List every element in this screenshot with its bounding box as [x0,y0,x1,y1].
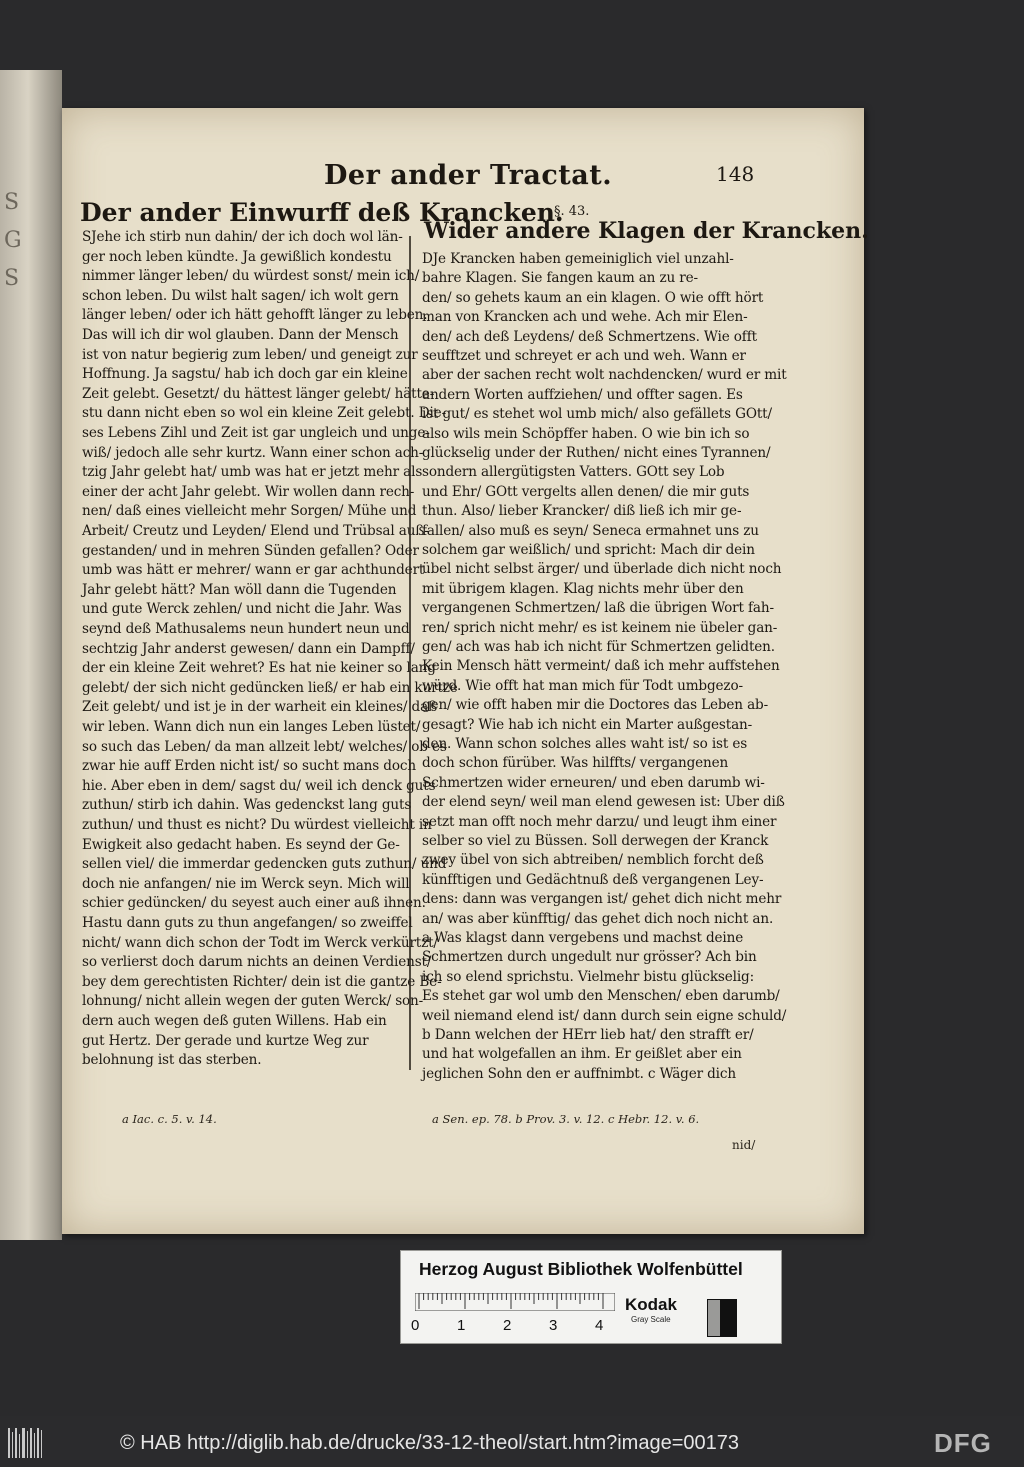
text-line: Das will ich dir wol glauben. Dann der Mensch [82,327,399,343]
text-line: zwey übel von sich abtreiben/ nemblich forcht deß [422,852,764,869]
text-line: und gute Werck zehlen/ und nicht die Jahr. Was [82,601,402,618]
page-number: 148 [716,162,755,186]
column-divider [409,236,411,1070]
scale-number: 4 [595,1317,604,1334]
text-line: Schmertzen durch ungedult nur grösser? Ach bin [422,949,757,966]
copyright-link[interactable]: © HAB http://diglib.hab.de/drucke/33-12-theol/start.htm?image=00173 [120,1432,739,1454]
page-fragment: S [4,266,20,291]
text-line: belohnung ist das sterben. [82,1052,262,1069]
text-line: Hastu dann guts zu thun angefangen/ so zweiffel [82,915,413,931]
text-line: gen/ ach was hab ich nicht für Schmertzen gelidten. [422,639,775,655]
text-line: Hoffnung. Ja sagstu/ hab ich doch gar ein kleine [82,366,408,383]
library-label [400,1250,782,1344]
text-line: Zeit gelebt. Gesetzt/ du hättest länger gelebt/ hätte- [82,385,435,402]
text-line: übel nicht selbst ärger/ und überlade dich nicht noch [422,561,782,578]
text-line: Jahr gelebt hätt? Man wöll dann die Tugenden [82,581,397,598]
text-line: jeglichen Sohn den er auffnimbt. c Wäger dich [422,1065,736,1082]
text-line: der ein kleine Zeit wehret? Es hat nie keiner so lang [82,660,436,677]
text-line: schier gedüncken/ du seyest auch einer auß ihnen. [82,895,426,912]
text-line: gelebt/ der sich nicht gedüncken ließ/ er hab ein kurtze [82,679,458,696]
running-head: Der ander Tractat. [324,160,613,191]
text-line: den. Wann schon solches alles waht ist/ so ist es [422,736,748,752]
text-line: andern Worten auffziehen/ und offter sagen. Es [422,386,743,403]
footnote-right: a Sen. ep. 78. b Prov. 3. v. 12. c Hebr. 12. v. 6. [432,1112,700,1126]
kodak-logo: Kodak [625,1295,677,1314]
text-line: und hat wolgefallen an ihm. Er geißlet aber ein [422,1046,742,1063]
text-line: wir leben. Wann dich nun ein langes Leben lüstet/ [82,719,421,735]
text-line: an/ was aber künfftig/ das gehet dich noch nicht an. [422,910,774,927]
text-line: man von Krancken ach und wehe. Ach mir Elen- [422,309,748,326]
book-page [62,108,869,1234]
dfg-logo: DFG [934,1428,992,1458]
text-line: den/ ach deß Leydens/ deß Schmertzens. Wie offt [422,328,757,345]
text-line: der elend seyn/ weil man elend gewesen ist: Uber diß [422,794,785,811]
text-line: Es stehet gar wol umb den Menschen/ eben darumb/ [422,988,780,1005]
text-line: fallen/ also muß es seyn/ Seneca ermahnet uns zu [422,522,759,539]
text-line: tzig Jahr gelebt hat/ umb was hat er jetzt mehr als [82,464,423,481]
text-line: Ewigkeit also gedacht haben. Es seynd der Ge- [82,836,400,853]
text-line: b Dann welchen der HErr lieb hat/ den strafft er/ [422,1027,754,1043]
text-line: seufftzet und schreyet er ach und weh. Wann er [422,348,746,364]
text-line: vergangenen Schmertzen/ laß die übrigen Wort fah- [422,600,774,617]
scale-number: 0 [411,1317,420,1334]
text-line: ist gut/ es stehet wol umb mich/ also gefällets GOtt/ [422,406,772,423]
scale-number: 2 [503,1317,512,1334]
text-line: doch schon fürüber. Was hilffts/ vergangenen [422,755,729,772]
text-line: sechtzig Jahr anderst gewesen/ dann ein Dampff/ [82,640,415,657]
text-line: zwar hie auff Erden nicht ist/ so sucht mans doch [82,758,416,775]
scale-number: 1 [457,1317,466,1334]
text-line: mit übrigem klagen. Klag nichts mehr über den [422,580,744,597]
text-line: doch nie anfangen/ nie im Werck seyn. Mich will [82,875,410,892]
text-line: seynd deß Mathusalems neun hundert neun und [82,621,410,637]
text-line: so such das Leben/ da man allzeit lebt/ welches/ ob es [82,738,447,755]
text-line: ich so elend sprichstu. Vielmehr bistu glückselig: [422,968,755,985]
text-line: sellen viel/ die immerdar gedencken guts zuthun/ und [82,856,447,873]
text-line: ses Lebens Zihl und Zeit ist gar ungleich und unge- [82,425,430,441]
text-line: und Ehr/ GOtt vergelts allen denen/ die mir guts [422,483,750,500]
text-line: sondern allergütigsten Vatters. GOtt sey Lob [422,464,725,481]
text-line: DJe Krancken haben gemeiniglich viel unzahl- [422,251,734,267]
page-fragment: G [4,228,22,253]
text-line: schon leben. Du wilst halt sagen/ ich wolt gern [82,287,399,304]
text-line: bahre Klagen. Sie fangen kaum an zu re- [422,270,698,287]
text-line: ren/ sprich nicht mehr/ es ist keinem nie übeler gan- [422,619,778,636]
text-line: aber der sachen recht wolt nachdencken/ wurd er mit [422,367,787,384]
text-line: hie. Aber eben in dem/ sagst du/ weil ich denck guts [82,777,436,794]
text-line: weil niemand elend ist/ dann durch sein eigne schuld/ [422,1007,787,1024]
text-line: nen/ daß eines vielleicht mehr Sorgen/ Mühe und [82,503,417,520]
scale-ruler [415,1293,615,1311]
text-line: einer der acht Jahr gelebt. Wir wollen dann rech- [82,483,415,500]
right-column-heading: Wider andere Klagen der Krancken. [424,218,869,244]
text-line: Arbeit/ Creutz und Leyden/ Elend und Trübsal auß- [82,523,429,539]
text-line: selber so viel zu Büssen. Soll derwegen der Kranck [422,833,769,849]
text-line: ger noch leben kündte. Ja gewißlich kondestu [82,248,392,265]
text-line: so verlierst doch darum nichts an deinen Verdienst/ [82,954,432,971]
text-line: glückselig under der Ruthen/ nicht eines Tyrannen/ [422,445,771,461]
text-line: Schmertzen wider erneuren/ und eben darumb wi- [422,774,765,791]
text-line: dens: dann was vergangen ist/ gehet dich nicht mehr [422,891,782,908]
footnote-left: a Iac. c. 5. v. 14. [122,1112,217,1126]
text-line: gestanden/ und in mehren Sünden gefallen? Oder [82,542,419,559]
hab-barcode-icon [8,1428,42,1458]
text-line: zuthun/ stirb ich dahin. Was gedenckst lang guts [82,797,412,814]
text-line: länger leben/ oder ich hätt gehofft länger zu leben. [82,307,428,324]
catchword: nid/ [732,1138,756,1152]
text-line: SJehe ich stirb nun dahin/ der ich doch wol län- [82,229,403,245]
text-line: den/ so gehets kaum an ein klagen. O wie offt hört [422,289,764,306]
text-line: lohnung/ nicht allein wegen der guten Werck/ son- [82,993,424,1010]
text-line: nimmer länger leben/ du würdest sonst/ mein ich/ [82,268,420,285]
gray-patch [707,1299,737,1337]
text-line: ist von natur begierig zum leben/ und geneigt zur [82,346,418,363]
footer-bar [0,1416,1024,1467]
text-line: künfftigen und Gedächtnuß deß vergangenen Ley- [422,871,764,888]
text-line: setzt man offt noch mehr darzu/ und leugt ihm einer [422,813,777,830]
left-column-heading: Der ander Einwurff deß Krancken. [80,198,564,227]
text-line: Zeit gelebt/ und ist je in der warheit ein kleines/ daß [82,699,437,716]
text-line: nicht/ wann dich schon der Todt im Werck verkürtzt/ [82,934,438,951]
page-fragment: S [4,190,20,215]
text-line: würd. Wie offt hat man mich für Todt umbgezo- [422,677,743,694]
text-line: solchem gar weißlich/ und spricht: Mach dir dein [422,542,755,558]
text-line: gut Hertz. Der gerade und kurtze Weg zur [82,1032,369,1049]
library-name: Herzog August Bibliothek Wolfenbüttel [419,1259,743,1279]
text-line: a Was klagst dann vergebens und machst deine [422,930,744,946]
text-line: umb was hätt er mehrer/ wann er gar achthundert [82,562,425,579]
text-line: Kein Mensch hätt vermeint/ daß ich mehr auffstehen [422,658,780,675]
text-line: gen/ wie offt haben mir die Doctores das Leben ab- [422,697,769,714]
text-line: bey dem gerechtisten Richter/ dein ist die gantze Be- [82,973,442,990]
text-line: dern auch wegen deß guten Willens. Hab ein [82,1013,387,1029]
gray-scale-text: Gray Scale [631,1315,671,1324]
previous-page-edge [0,70,62,1240]
text-line: stu dann nicht eben so wol ein kleine Zeit gelebt. Die- [82,405,447,422]
scale-number: 3 [549,1317,558,1334]
section-mark: §. 43. [554,204,590,219]
text-line: zuthun/ und thust es nicht? Du würdest vielleicht in [82,817,432,833]
text-line: gesagt? Wie hab ich nicht ein Marter außgestan- [422,716,753,733]
text-line: thun. Also/ lieber Krancker/ diß ließ ich mir ge- [422,503,742,520]
text-line: also wils mein Schöpffer haben. O wie bin ich so [422,425,750,442]
text-line: wiß/ jedoch alle sehr kurtz. Wann einer schon ach- [82,444,424,461]
